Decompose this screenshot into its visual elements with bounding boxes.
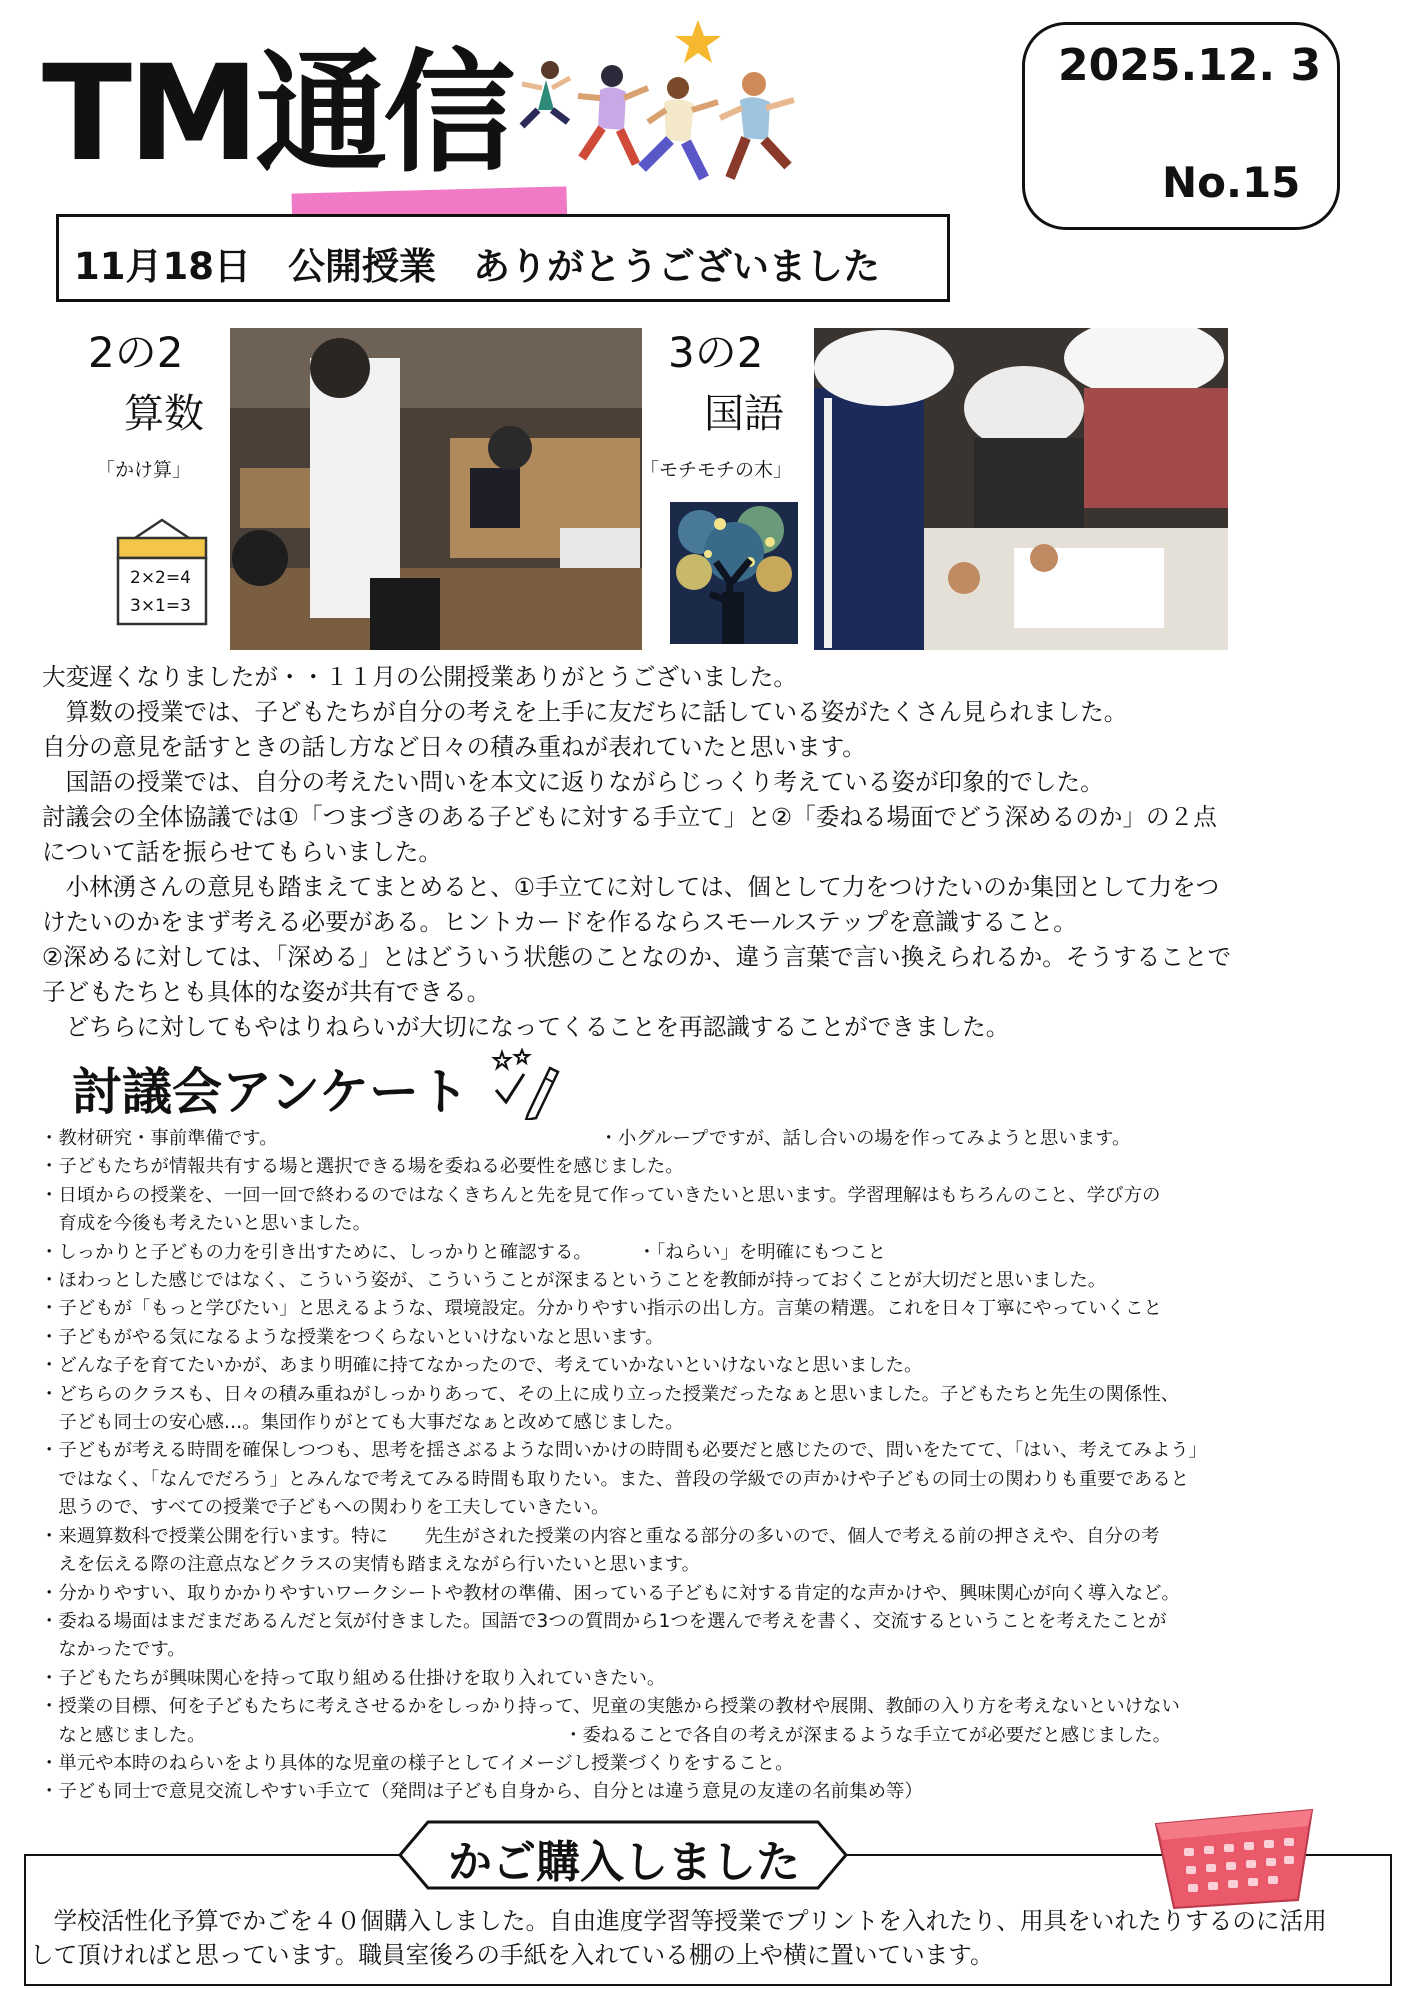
survey-item: ・子どもがやる気になるような授業をつくらないといけないなと思います。 bbox=[40, 1326, 664, 1348]
survey-list bbox=[40, 1125, 1400, 1807]
lesson-2-subject: 国語 bbox=[704, 391, 784, 437]
survey-item: ・日頃からの授業を、一回一回で終わるのではなくきちんと先を見て作っていきたいと思います。学習理解はもちろんのこと、学び方の bbox=[40, 1184, 1161, 1206]
lesson-2-unit: 「モチモチの木」 bbox=[640, 459, 793, 481]
runner-2 bbox=[578, 65, 648, 164]
basket-icon bbox=[1148, 1804, 1320, 1912]
survey-item: ・子どもたちが情報共有する場と選択できる場を委ねる必要性を感じました。 bbox=[40, 1156, 684, 1178]
sign-line-1: 2×2=4 bbox=[130, 568, 191, 588]
survey-item: ・来週算数科で授業公開を行います。特に 先生がされた授業の内容と重なる部分の多いので、個人で考える前の押さえや、自分の考 bbox=[40, 1525, 1160, 1547]
survey-item: ・分かりやすい、取りかかりやすいワークシートや教材の準備、困っている子どもに対する肯定的な声かけや、興味関心が向く導入など。 bbox=[40, 1582, 1180, 1604]
basket-title: かご購入しました bbox=[448, 1837, 800, 1888]
classroom-photo-math bbox=[230, 328, 642, 650]
survey-item: なと感じました。 ・委ねることで各自の考えが深まるような手立てが必要だと感じました。 bbox=[40, 1724, 1172, 1746]
body-line-5: 討議会の全体協議では①「つまづきのある子どもに対する手立て」と②「委ねる場面でどう深めるのか」の２点 bbox=[42, 803, 1217, 831]
lesson-2-class: 3の2 bbox=[668, 328, 764, 377]
sign-line-2: 3×1=3 bbox=[130, 596, 191, 616]
survey-item: ではなく、「なんでだろう」とみんなで考えてみる時間も取りたい。また、普段の学級での声かけや子どもの同士の関わりも重要であると bbox=[40, 1468, 1190, 1490]
classroom-photo-japanese bbox=[814, 328, 1228, 650]
stars-pencil-icon bbox=[490, 1048, 562, 1120]
star-icon bbox=[675, 20, 721, 63]
survey-item: 子ども同士の安心感…。集団作りがとても大事だなぁと改めて感じました。 bbox=[40, 1412, 684, 1434]
body-line-8: けたいのかをまず考える必要がある。ヒントカードを作るならスモールステップを意識すること。 bbox=[42, 908, 1077, 936]
issue-date: 2025.12. 3 bbox=[1058, 40, 1322, 91]
survey-item: えを伝える際の注意点などクラスの実情も踏まえながら行いたいと思います。 bbox=[40, 1554, 701, 1576]
lesson-1-class: 2の2 bbox=[88, 328, 184, 377]
body-line-3: 自分の意見を話すときの話し方など日々の積み重ねが表れていたと思います。 bbox=[42, 733, 866, 761]
issue-number: No.15 bbox=[1162, 158, 1301, 207]
survey-title: 討議会アンケート bbox=[72, 1063, 469, 1121]
runner-1 bbox=[522, 61, 570, 126]
survey-item: ・どちらのクラスも、日々の積み重ねがしっかりあって、その上に成り立った授業だったなぁと思いました。子どもたちと先生の関係性、 bbox=[40, 1383, 1180, 1405]
survey-item: ・子どもが考える時間を確保しつつも、思考を揺さぶるような問いかけの時間も必要だと感じたので、問いをたてて、「はい、考えてみよう」 bbox=[40, 1440, 1208, 1462]
survey-item: 思うので、すべての授業で子どもへの関わりを工夫していきたい。 bbox=[40, 1497, 610, 1519]
survey-item: ・子どもたちが興味関心を持って取り組める仕掛けを取り入れていきたい。 bbox=[40, 1667, 666, 1689]
tree-picture bbox=[670, 502, 798, 644]
survey-item: ・子どもが「もっと学びたい」と思えるような、環境設定。分かりやすい指示の出し方。言葉の精選。これを日々丁寧にやっていくこと bbox=[40, 1298, 1162, 1320]
body-line-1: 大変遅くなりましたが・・１１月の公開授業ありがとうございました。 bbox=[42, 663, 797, 691]
survey-item: ・委ねる場面はまだまだあるんだと気が付きました。国語で3つの質問から1つを選んで考えを書く、交流するということを考えたことが bbox=[40, 1610, 1167, 1632]
body-line-11: どちらに対してもやはりねらいが大切になってくることを再認識することができました。 bbox=[42, 1013, 1010, 1041]
lesson-1-subject: 算数 bbox=[124, 391, 204, 437]
survey-item: ・どんな子を育てたいかが、あまり明確に持てなかったので、考えていかないといけないなと思いました。 bbox=[40, 1355, 923, 1377]
basket-text-line-2: して頂ければと思っています。職員室後ろの手紙を入れている棚の上や横に置いています。 bbox=[30, 1941, 994, 1969]
survey-item: ・授業の目標、何を子どもたちに考えさせるかをしっかり持って、児童の実態から授業の教材や展開、教師の入り方を考えないといけない bbox=[40, 1696, 1180, 1718]
survey-item: 育成を今後も考えたいと思いました。 bbox=[40, 1213, 372, 1235]
body-line-9: ②深めるに対しては、「深める」とはどういう状態のことなのか、違う言葉で言い換えられるか。そうすることで bbox=[42, 943, 1232, 971]
basket-text-line-1: 学校活性化予算でかごを４０個購入しました。自由進度学習等授業でプリントを入れたり、用具をいれたりするのに活用 bbox=[30, 1907, 1327, 1935]
runner-4 bbox=[720, 72, 794, 178]
survey-item: ・教材研究・事前準備です。 ・小グループですが、話し合いの場を作ってみようと思います。 bbox=[40, 1128, 1131, 1149]
body-line-4: 国語の授業では、自分の考えたい問いを本文に返りながらじっくり考えている姿が印象的でした。 bbox=[42, 768, 1104, 796]
survey-item: ・ほわっとした感じではなく、こういう姿が、こういうことが深まるということを教師が持っておくことが大切だと思いました。 bbox=[40, 1270, 1107, 1292]
body-line-10: 子どもたちとも具体的な姿が共有できる。 bbox=[42, 978, 491, 1006]
survey-item: ・しっかりと子どもの力を引き出すために、しっかりと確認する。 ・「ねらい」を明確にもつこと bbox=[40, 1241, 886, 1263]
newsletter-title: TM通信 bbox=[42, 37, 512, 191]
lesson-1-unit: 「かけ算」 bbox=[96, 459, 192, 481]
runner-3 bbox=[642, 77, 718, 178]
headline-text: 11月18日 公開授業 ありがとうございました bbox=[74, 245, 880, 288]
survey-item: なかったです。 bbox=[40, 1639, 186, 1661]
survey-item: ・単元や本時のねらいをより具体的な児童の様子としてイメージし授業づくりをすること。 bbox=[40, 1752, 794, 1774]
body-line-2: 算数の授業では、子どもたちが自分の考えを上手に友だちに話している姿がたくさん見られました。 bbox=[42, 698, 1128, 726]
survey-item: ・子ども同士で意見交流しやすい手立て（発問は子ども自身から、自分とは違う意見の友達の名前集め等） bbox=[40, 1781, 923, 1803]
runners-illustration bbox=[508, 18, 808, 208]
body-line-6: について話を振らせてもらいました。 bbox=[42, 838, 442, 866]
body-line-7: 小林湧さんの意見も踏まえてまとめると、①手立てに対しては、個として力をつけたいのか集団として力をつ bbox=[42, 873, 1220, 901]
